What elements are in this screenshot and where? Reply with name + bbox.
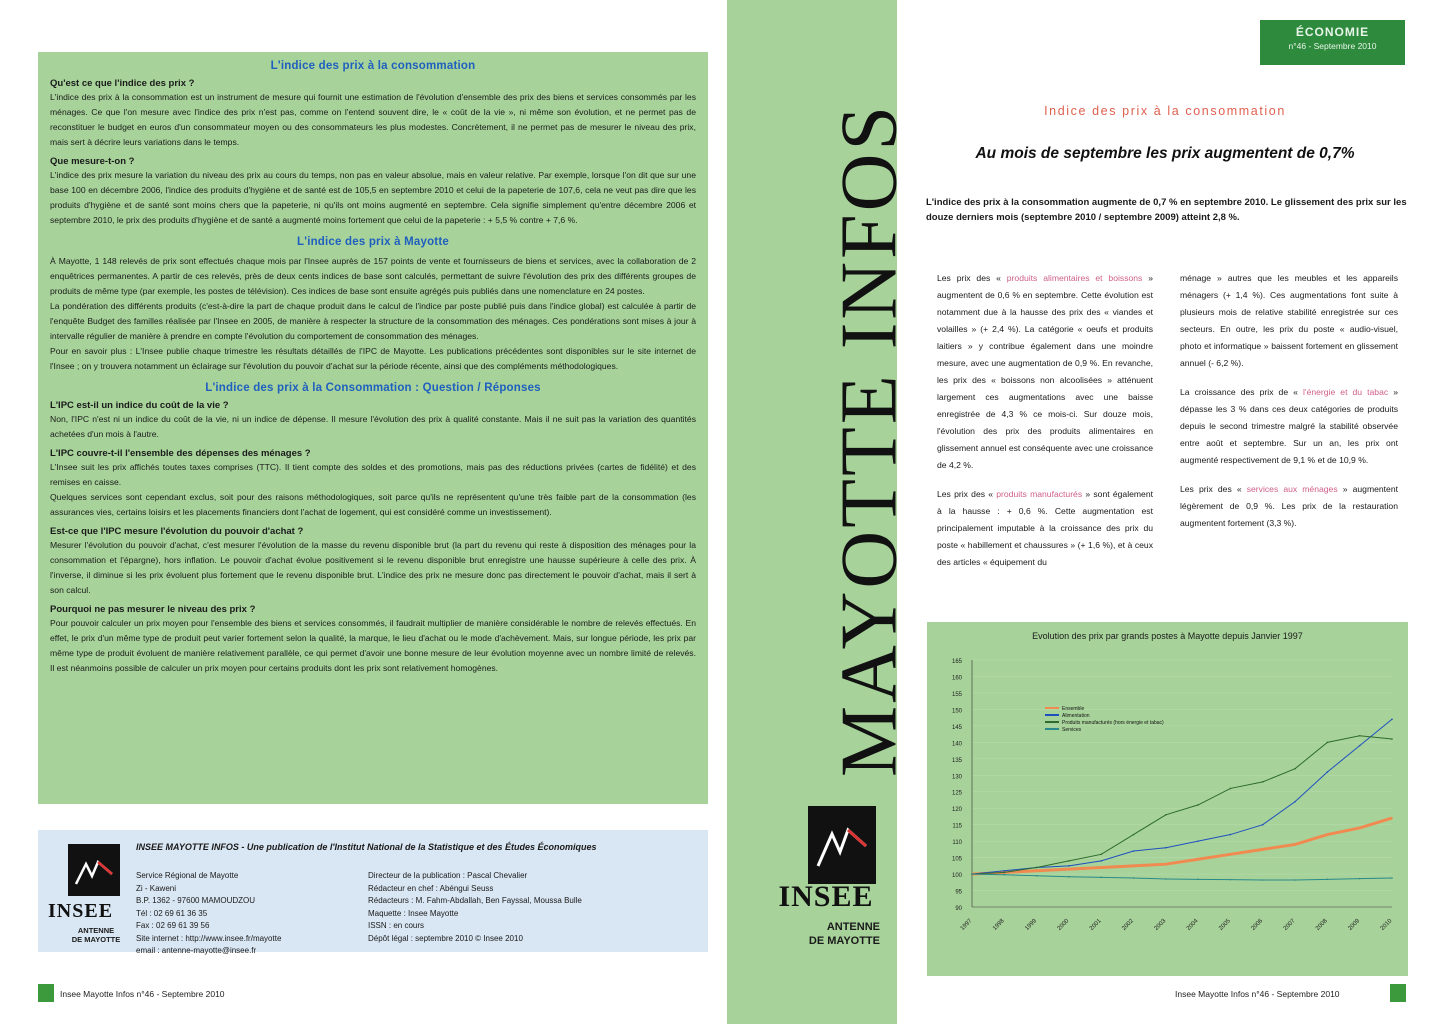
data-point xyxy=(1359,745,1361,747)
page-footer: Insee Mayotte Infos n°46 - Septembre 2010 xyxy=(60,989,225,999)
article-lead: L'indice des prix à la consommation augmente de 0,7 % en septembre 2010. Le glissement des prix sur les douze derniers mois (septembre 2010 / septembre 2009) atteint 2,8 %. xyxy=(926,197,1407,223)
data-point xyxy=(1036,867,1038,869)
data-point xyxy=(1230,854,1232,856)
page-marker xyxy=(38,984,54,1002)
publication-credits xyxy=(38,830,708,955)
data-point xyxy=(1294,879,1296,881)
y-tick-label: 160 xyxy=(951,675,962,682)
y-tick-label: 105 xyxy=(951,856,962,863)
info-panel xyxy=(38,52,708,804)
masthead-title: MAYOTTE INFOS xyxy=(825,103,914,777)
logo-sub-line: ANTENNE xyxy=(77,926,115,935)
question: L'IPC est-il un indice du coût de la vie ? xyxy=(50,400,229,411)
x-tick-label: 2007 xyxy=(1282,918,1297,932)
data-point xyxy=(1133,834,1135,836)
data-point xyxy=(1068,865,1070,867)
data-point xyxy=(1004,872,1006,874)
data-point xyxy=(1327,742,1329,744)
data-point xyxy=(1230,834,1232,836)
data-point xyxy=(1036,870,1038,872)
y-tick-label: 90 xyxy=(955,906,962,912)
question: Pourquoi ne pas mesurer le niveau des prix ? xyxy=(50,604,256,615)
data-point xyxy=(1230,879,1232,881)
data-point xyxy=(1230,788,1232,790)
data-point xyxy=(1262,781,1264,783)
data-point xyxy=(971,873,973,875)
address-line: Service Régional de Mayotte xyxy=(136,871,239,880)
insee-logo xyxy=(808,806,876,884)
x-tick-label: 1998 xyxy=(992,918,1006,932)
data-point xyxy=(1197,804,1199,806)
data-point xyxy=(1391,817,1393,819)
data-point xyxy=(1100,854,1102,856)
data-point xyxy=(1391,718,1393,720)
insee-wordmark: INSEE xyxy=(778,880,874,913)
article-paragraph: Les prix des « produits alimentaires et boissons » augmentent de 0,6 % en septembre. Cette évolution est notamment due à la hausse des prix des « viandes et volailles » (+ 2,4 %). La catégorie « oeufs et produits laitiers » y contribue également dans une moindre mesure, avec une augmentation de 0,9 %. En revanche, les prix des « boissons non alcoolisées » atténuent largement ces augmentations avec une baisse enregistrée de 4,3 % ce mois-ci. Sur douze mois, l'évolution des prix des produits alimentaires en glissement annuel est conséquente avec une croissance de 4,2 %. xyxy=(937,273,1153,470)
credit-line: Dépôt légal : septembre 2010 © Insee 2010 xyxy=(368,933,523,943)
paragraph: L'indice des prix mesure la variation du niveau des prix au cours du temps, non pas en valeur absolue, mais en valeur relative. Par exemple, lorsque l'on dit que sur une base 100 en décembre 2006, l'indice des produits d'hygiène et de santé est de 105,5 en septembre 2010 et celui de la papeterie de 107,6, cela ne veut pas dire que les produits d'hygiène et de santé sont moins chers que la papeterie, ni qu'ils ont moins augmenté en septembre. Cela signifie simplement qu'entre décembre 2006 et septembre 2010, le prix des produits d'hygiène et de santé a augmenté moins fortement que celui de la papeterie : + 5,5 % contre + 7,6 %. xyxy=(50,170,696,225)
series-line xyxy=(972,736,1392,874)
paragraph: Quelques services sont cependant exclus, soit pour des raisons méthodologiques, soit parce qu'ils ne représentent qu'une très faible part de la consommation (les assurances vies, certains loisirs et les placements financiers dont l'achat de logement, qui est considéré comme un investissement). xyxy=(50,492,696,517)
data-point xyxy=(1294,801,1296,803)
data-point xyxy=(1100,877,1102,879)
logo-sub-line: DE MAYOTTE xyxy=(71,935,121,944)
data-point xyxy=(1004,870,1006,872)
x-tick-label: 2005 xyxy=(1218,918,1232,932)
x-tick-label: 2003 xyxy=(1153,918,1168,932)
address-line: B.P. 1362 - 97600 MAMOUDZOU xyxy=(136,896,256,905)
article-paragraph: La croissance des prix de « l'énergie et du tabac » dépasse les 3 % dans ces deux catégories de produits depuis le second trimestre malgré la stabilité observée entre août et septembre. Sur un an, les prix ont augmenté respectivement de 9,1 % et de 10,9 %. xyxy=(1180,387,1398,465)
chart-title: Evolution des prix par grands postes à Mayotte depuis Janvier 1997 xyxy=(1032,631,1303,641)
y-tick-label: 110 xyxy=(952,840,962,847)
x-tick-label: 2000 xyxy=(1056,918,1071,932)
paragraph: Mesurer l'évolution du pouvoir d'achat, c'est mesurer l'évolution de la masse du revenu disponible brut (la part du revenu qui reste à disposition des ménages pour la consommation et l'épargne), hors inflation. Le pouvoir d'achat évolue positivement si le revenu disponible brut enregistre une hausse supérieure à celle des prix. À l'inverse, il diminue si les prix évoluent plus fortement que le revenu disponible brut. L'indice des prix ne mesure donc pas directement le pouvoir d'achat, mais il sert à son calcul. xyxy=(50,540,696,595)
data-point xyxy=(1359,735,1361,737)
x-tick-label: 2009 xyxy=(1347,918,1362,932)
data-point xyxy=(1165,814,1167,816)
credits-block xyxy=(368,870,582,945)
data-point xyxy=(1068,860,1070,862)
question: Qu'est ce que l'indice des prix ? xyxy=(50,78,195,89)
paragraph: La pondération des différents produits (c'est-à-dire la part de chaque produit dans le calcul de l'indice par poste publié puis dans l'indice global) est calculée à partir de l'enquête Budget des familles réalisée par l'Insee en 2005, de manière à respecter la structure de la consommation des ménages. Ces pondérations sont mises à jour à intervalle régulier de manière à prendre en compte l'évolution du comportement de consommation des ménages. xyxy=(50,301,696,341)
y-tick-label: 115 xyxy=(952,823,962,830)
legend-label: Ensemble xyxy=(1062,706,1085,712)
x-tick-label: 2008 xyxy=(1315,918,1329,932)
article-paragraph: ménage » autres que les meubles et les appareils ménagers (+ 1,4 %). Ces augmentations font suite à plusieurs mois de relative stabilité enregistrée sur ces secteurs. En outre, les prix du poste « audio-visuel, photo et informatique » baissent fortement en glissement annuel (- 6,2 %). xyxy=(1180,273,1398,368)
x-tick-label: 2002 xyxy=(1121,918,1135,932)
x-tick-label: 1997 xyxy=(959,918,974,932)
data-point xyxy=(1197,840,1199,842)
data-point xyxy=(1036,875,1038,877)
data-point xyxy=(1327,771,1329,773)
data-point xyxy=(1100,867,1102,869)
data-point xyxy=(1165,878,1167,880)
article-column-2 xyxy=(1180,270,1398,544)
y-tick-label: 165 xyxy=(951,659,962,665)
insee-logo xyxy=(68,844,120,896)
logo-sub-line: ANTENNE xyxy=(826,921,880,933)
question: Que mesure-t-on ? xyxy=(50,156,135,167)
y-tick-label: 145 xyxy=(951,724,962,731)
data-point xyxy=(1359,878,1361,880)
y-tick-label: 135 xyxy=(951,757,962,764)
paragraph: Pour en savoir plus : L'Insee publie chaque trimestre les résultats détaillés de l'IPC de Mayotte. Les publications précédentes sont disponibles sur le site internet de l'Insee ; on y trouvera notamment un éclairage sur l'évolution du pouvoir d'achat sur la période récente, ainsi que des compléments méthodologiques. xyxy=(50,346,696,371)
data-point xyxy=(1391,877,1393,879)
chart-canvas xyxy=(927,622,1408,976)
page-footer: Insee Mayotte Infos n°46 - Septembre 2010 xyxy=(1175,989,1340,999)
address-line: email : antenne-mayotte@insee.fr xyxy=(136,946,257,955)
legend-label: Produits manufacturés (hors énergie et tabac) xyxy=(1062,720,1164,726)
credit-line: Maquette : Insee Mayotte xyxy=(368,908,459,918)
x-tick-label: 2004 xyxy=(1185,918,1200,932)
credit-line: ISSN : en cours xyxy=(368,921,425,930)
data-point xyxy=(1197,858,1199,860)
credit-line: Rédacteur en chef : Abéngui Seuss xyxy=(368,883,494,893)
data-point xyxy=(1327,834,1329,836)
y-tick-label: 95 xyxy=(955,889,962,896)
credit-line: Directeur de la publication : Pascal Chevalier xyxy=(368,871,528,880)
section-title: L'indice des prix à Mayotte xyxy=(297,236,449,248)
page-marker xyxy=(1390,984,1406,1002)
legend-label: Alimentation xyxy=(1062,713,1090,719)
question: L'IPC couvre-t-il l'ensemble des dépenses des ménages ? xyxy=(50,448,311,459)
logo-subtitle xyxy=(780,920,880,948)
data-point xyxy=(1262,824,1264,826)
series-line xyxy=(972,874,1392,880)
data-point xyxy=(1262,879,1264,881)
y-tick-label: 125 xyxy=(951,790,962,797)
address-block xyxy=(136,870,281,958)
badge-title: ÉCONOMIE xyxy=(1295,25,1370,39)
logo-subtitle xyxy=(60,926,132,944)
y-tick-label: 120 xyxy=(951,807,962,814)
data-point xyxy=(1197,879,1199,881)
badge-issue: n°46 - Septembre 2010 xyxy=(1288,41,1377,51)
paragraph: Non, l'IPC n'est ni un indice du coût de la vie, ni un indice de dépense. Il mesure l'évolution des prix à qualité constante. Mais il ne suit pas la variation des quantités achetées d'un mois à l'autre. xyxy=(50,414,696,439)
insee-logo-mark xyxy=(808,806,876,884)
series-line xyxy=(972,818,1392,874)
insee-logo-mark xyxy=(68,844,120,896)
y-tick-label: 100 xyxy=(951,873,962,880)
data-point xyxy=(1068,868,1070,870)
x-tick-label: 1999 xyxy=(1024,918,1039,932)
data-point xyxy=(1359,827,1361,829)
data-point xyxy=(1133,850,1135,852)
x-tick-label: 2001 xyxy=(1088,918,1103,932)
section-badge xyxy=(1260,20,1405,65)
data-point xyxy=(1004,874,1006,876)
y-tick-label: 140 xyxy=(951,741,962,748)
paragraph: L'Insee suit les prix affichés toutes taxes comprises (TTC). Il tient compte des soldes et des promotions, mais pas des réductions privées (cartes de fidélité) et des remises en caisse. xyxy=(50,462,696,487)
address-line: Tél : 02 69 61 36 35 xyxy=(136,908,208,918)
data-point xyxy=(1068,876,1070,878)
section-title: L'indice des prix à la Consommation : Question / Réponses xyxy=(205,382,541,394)
y-tick-label: 150 xyxy=(951,708,962,715)
address-line: Site internet : http://www.insee.fr/mayotte xyxy=(136,933,282,943)
paragraph: Pour pouvoir calculer un prix moyen pour l'ensemble des biens et services consommés, il faudrait multiplier de manière considérable le nombre de relevés effectués. En effet, le prix d'un même type de produit peut varier fortement selon la qualité, la marque, le lieu d'achat ou le mode d'achèvement. Mais, sur longue période, les prix par même type de produit évoluent de manière relativement parallèle, ce qui permet d'avoir une bonne mesure de leur évolution moyenne avec un nombre limité de relevés. Il est néanmoins possible de calculer un prix moyen pour certains produits dont les prix sont relativement homogènes. xyxy=(50,618,696,673)
legend-label: Services xyxy=(1062,727,1082,733)
price-chart xyxy=(927,622,1408,976)
credit-line: Rédacteurs : M. Fahm-Abdallah, Ben Fayssal, Moussa Bulle xyxy=(368,896,582,905)
data-point xyxy=(1165,863,1167,865)
paragraph: À Mayotte, 1 148 relevés de prix sont effectués chaque mois par l'Insee auprès de 157 points de vente et fournisseurs de biens et services, avec la collaboration de 2 enquêtrices permanentes. A partir de ces relevés, près de deux cents indices de base sont calculés, permettant de suivre l'évolution des prix des différents groupes de produits de même type (par exemple, les postes de télévision). Ces indices de base sont ensuite agrégés puis publiés dans une nomenclature en 24 postes. xyxy=(50,256,696,296)
y-tick-label: 155 xyxy=(951,691,962,698)
question: Est-ce que l'IPC mesure l'évolution du pouvoir d'achat ? xyxy=(50,526,304,537)
address-line: Zi - Kaweni xyxy=(136,883,177,893)
credits-heading: INSEE MAYOTTE INFOS - Une publication de l'Institut National de la Statistique et des Études Économiques xyxy=(136,842,597,852)
article-column-1 xyxy=(937,270,1153,583)
x-tick-label: 2006 xyxy=(1250,918,1265,932)
data-point xyxy=(1165,847,1167,849)
data-point xyxy=(1133,877,1135,879)
data-point xyxy=(1100,860,1102,862)
data-point xyxy=(1133,865,1135,867)
data-point xyxy=(1327,879,1329,881)
data-point xyxy=(1391,738,1393,740)
logo-sub-line: DE MAYOTTE xyxy=(808,935,880,947)
x-tick-label: 2010 xyxy=(1379,918,1394,932)
paragraph: L'indice des prix à la consommation est un instrument de mesure qui fournit une estimation de l'évolution d'ensemble des prix des biens et services consommés par les ménages. Ce que l'on mesure avec l'indice des prix n'est pas, comme on l'entend souvent dire, le « coût de la vie », ni même son évolution, et ne permet pas de reconstituer le budget en euros d'un consommateur moyen ou des consommateurs les plus modestes. Concrètement, il ne permet pas de mesurer le niveau des prix, mais sert à décrire leurs variations dans le temps. xyxy=(50,92,696,147)
section-title: L'indice des prix à la consommation xyxy=(270,60,476,72)
y-tick-label: 130 xyxy=(951,774,962,781)
article-paragraph: Les prix des « services aux ménages » augmentent légèrement de 0,9 %. Les prix de la restauration augmentent fortement (3,3 %). xyxy=(1180,484,1398,528)
article-kicker: Indice des prix à la consommation xyxy=(1044,104,1286,118)
address-line: Fax : 02 69 61 39 56 xyxy=(136,921,210,930)
insee-wordmark: INSEE xyxy=(48,900,114,922)
data-point xyxy=(1294,768,1296,770)
data-point xyxy=(1294,844,1296,846)
article-title: Au mois de septembre les prix augmentent de 0,7% xyxy=(975,145,1355,162)
article-paragraph: Les prix des « produits manufacturés » sont également à la hausse : + 0,6 %. Cette augmentation est principalement imputable à la croissance des prix du poste « habillement et chaussures » (+ 1,6 %), et à ceux des articles « équipement du xyxy=(937,489,1153,567)
data-point xyxy=(1262,849,1264,851)
